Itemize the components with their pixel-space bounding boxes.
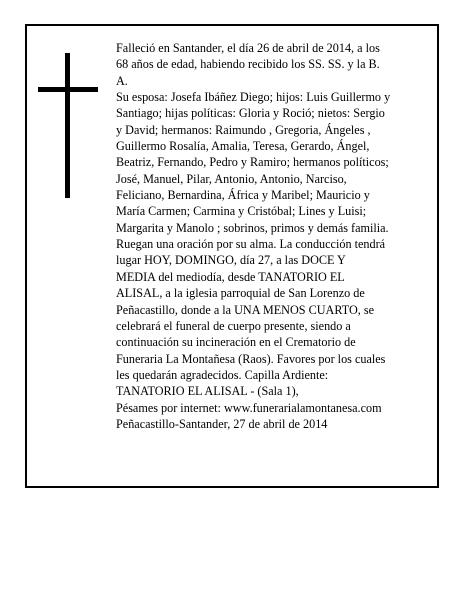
obituary-text-line: Ruegan una oración por su alma. La conducción tendrá	[116, 237, 386, 252]
obituary-text-line: Peñacastillo-Santander, 27 de abril de 2014	[116, 416, 328, 431]
obituary-text-line: Feliciano, Bernardina, África y Maribel; Mauricio y	[116, 188, 370, 203]
obituary-text-line: A.	[116, 73, 128, 88]
obituary-text-line: Santiago; hijas políticas: Gloria y Roció; nietos: Sergio	[116, 106, 385, 121]
obituary-text-line: Pésames por internet: www.funerarialamontanesa.com	[116, 400, 382, 415]
cross-horizontal-beam	[38, 87, 98, 92]
obituary-text-line: Beatriz, Fernando, Pedro y Ramiro; hermanos políticos;	[116, 155, 389, 170]
obituary-text-line: TANATORIO EL ALISAL - (Sala 1),	[116, 384, 299, 399]
obituary-text-line: continuación su incineración en el Crematorio de	[116, 335, 356, 350]
obituary-text-line: Margarita y Manolo ; sobrinos, primos y demás familia.	[116, 220, 389, 235]
obituary-text-line: Funeraria La Montañesa (Raos). Favores por los cuales	[116, 351, 386, 366]
obituary-text-line: Su esposa: Josefa Ibáñez Diego; hijos: Luis Guillermo y	[116, 90, 391, 105]
obituary-notice	[25, 24, 439, 488]
latin-cross-icon	[38, 53, 98, 198]
obituary-text-line: María Carmen; Carmina y Cristóbal; Lines y Luisi;	[116, 204, 367, 219]
obituary-text-line: y David; hermanos: Raimundo , Gregoria, Ángeles ,	[116, 122, 371, 137]
obituary-text-line: José, Manuel, Pilar, Antonio, Antonio, Narciso,	[116, 171, 347, 186]
obituary-text-line: Falleció en Santander, el día 26 de abril de 2014, a los	[116, 41, 380, 55]
obituary-text-line: Guillermo Rosalía, Amalia, Teresa, Gerardo, Ángel,	[116, 139, 370, 154]
cross-vertical-beam	[65, 53, 70, 198]
obituary-text-line: Peñacastillo, donde a la UNA MENOS CUARTO, se	[116, 302, 375, 317]
obituary-text-line: MEDIA del mediodía, desde TANATORIO EL	[116, 269, 345, 284]
obituary-text	[116, 40, 428, 432]
obituary-text-line: lugar HOY, DOMINGO, día 27, a las DOCE Y	[116, 253, 346, 268]
obituary-text-line: 68 años de edad, habiendo recibido los SS. SS. y la B.	[116, 57, 380, 72]
obituary-text-line: celebrará el funeral de cuerpo presente, siendo a	[116, 318, 351, 333]
obituary-text-line: ALISAL, a la iglesia parroquial de San Lorenzo de	[116, 286, 365, 301]
obituary-text-line: les quedarán agradecidos. Capilla Ardiente:	[116, 367, 329, 382]
